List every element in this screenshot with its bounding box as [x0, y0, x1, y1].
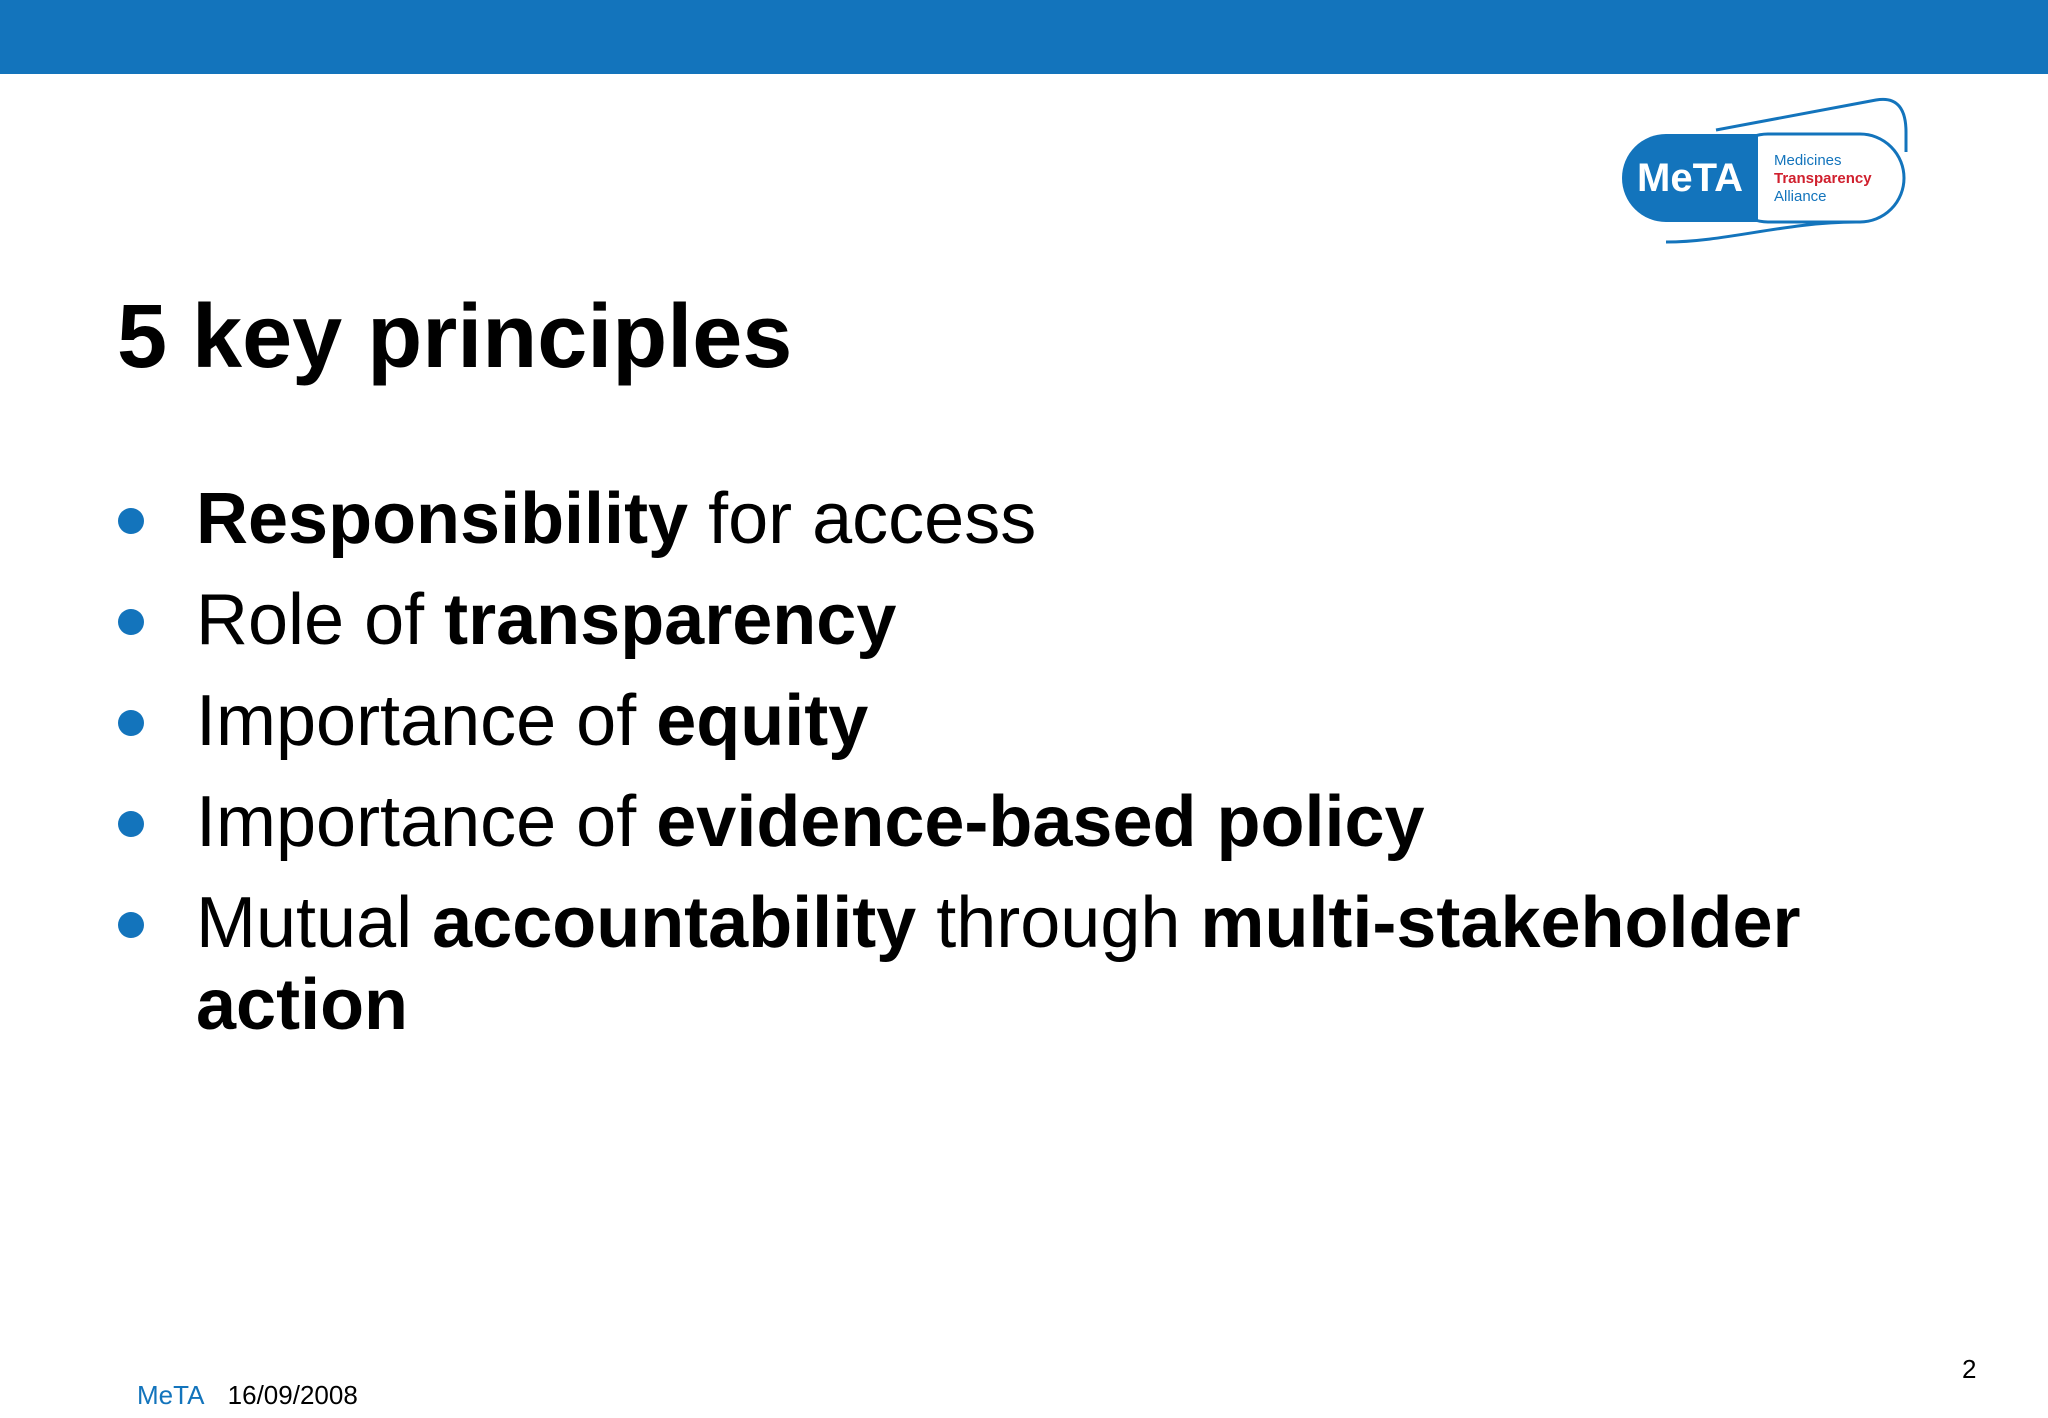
- principle-text: [196, 883, 1801, 1045]
- logo-line-medicines: Medicines: [1774, 152, 1842, 169]
- principle-text: [196, 479, 1036, 559]
- plain-text: Importance of: [196, 782, 657, 862]
- bullet-dot-icon: [118, 811, 144, 837]
- logo-line-transparency: Transparency: [1774, 170, 1872, 187]
- plain-text: Role of: [196, 580, 445, 660]
- plain-text: Mutual: [196, 883, 433, 963]
- emphasis-text: transparency: [444, 580, 897, 660]
- principle-item: [117, 579, 1917, 661]
- logo-abbr: MeTA: [1637, 156, 1743, 200]
- top-banner: [0, 0, 2048, 74]
- bullet-dot-icon: [118, 508, 144, 534]
- emphasis-text: Responsibility: [196, 479, 689, 559]
- principle-text: [196, 580, 896, 660]
- slide-title: 5 key principles: [117, 287, 793, 387]
- emphasis-text: equity: [656, 681, 869, 761]
- footer-org: MeTA: [137, 1380, 205, 1410]
- emphasis-text: multi-stakeholder action: [196, 883, 1801, 1045]
- footer: [137, 1380, 358, 1410]
- bullet-dot-icon: [118, 609, 144, 635]
- bullet-dot-icon: [118, 912, 144, 938]
- principle-item: [117, 680, 1917, 762]
- page-number: 2: [1962, 1354, 1977, 1384]
- emphasis-text: evidence-based policy: [656, 782, 1425, 862]
- principle-item: [117, 882, 1917, 1046]
- principle-text: [196, 782, 1425, 862]
- meta-logo: [1606, 92, 1916, 252]
- principle-item: [117, 478, 1917, 560]
- plain-text: for access: [688, 479, 1037, 559]
- principle-text: [196, 681, 868, 761]
- bullet-dot-icon: [118, 710, 144, 736]
- principle-item: [117, 781, 1917, 863]
- plain-text: through: [916, 883, 1201, 963]
- principles-list: [117, 478, 1917, 1065]
- emphasis-text: accountability: [432, 883, 917, 963]
- footer-date: 16/09/2008: [227, 1380, 358, 1410]
- plain-text: Importance of: [196, 681, 657, 761]
- logo-line-alliance: Alliance: [1774, 188, 1827, 205]
